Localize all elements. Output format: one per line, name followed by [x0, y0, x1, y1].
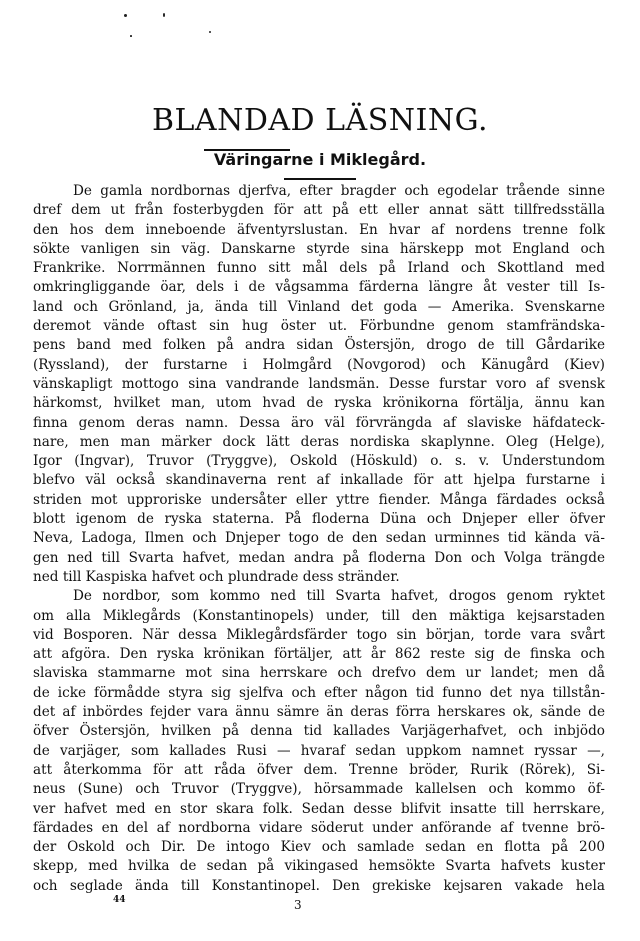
text-line: skepp, med hvilka de sedan på vikingased hemsökte Svarta hafvets kuster [33, 858, 605, 875]
text-line: Frankrike. Norrmännen funno sitt mål dels på Irland och Skottland med [33, 260, 605, 277]
text-line: sökte vanligen sin väg. Danskarne styrde sina härskepp mot England och [33, 240, 605, 257]
signature-mark: 44 [113, 895, 126, 905]
text-line: striden mot upproriske undersåter eller yttre fiender. Många färdades också [33, 491, 605, 508]
text-line: Neva, Ladoga, Ilmen och Dnjeper togo de den sedan urminnes tid kända vä- [33, 530, 605, 547]
text-line: den hos dem inneboende äfventyrslustan. En hvar af nordens trenne folk [33, 221, 605, 238]
text-line: omkringliggande öar, dels i de vågsamma färderna längre åt vester till Is- [33, 279, 605, 296]
text-line: De nordbor, som kommo ned till Svarta hafvet, drogos genom ryktet [73, 588, 605, 605]
print-speck [130, 35, 132, 37]
text-line: blott igenom de ryska staterna. På floderna Düna och Dnjeper eller öfver [33, 511, 605, 528]
page-title: BLANDAD LÄSNING. [151, 103, 489, 138]
text-line: om alla Miklegårds (Konstantinopels) under, till den mäktiga kejsarstaden [33, 607, 605, 624]
page-number: 3 [294, 898, 302, 912]
text-line: att återkomma för att råda öfver dem. Trenne bröder, Rurik (Rörek), Si- [33, 761, 605, 778]
text-line: ver hafvet med en stor skara folk. Sedan desse blifvit insatte till herrskare, [33, 800, 605, 817]
text-line: blefvo väl också skandinaverna rent af inkallade för att hjelpa furstarne i [33, 472, 605, 489]
body-text [33, 182, 605, 896]
text-line: pens band med folken på andra sidan Östersjön, drogo de till Gårdarike [33, 337, 605, 354]
print-speck [124, 14, 127, 17]
text-line: (Ryssland), der furstarne i Holmgård (Novgorod) och Känugård (Kiev) [33, 356, 605, 373]
text-line: de icke förmådde styra sig sjelfva och efter någon tid funno det nya tillstån- [33, 684, 605, 701]
text-line: de varjäger, som kallades Rusi — hvaraf sedan uppkom namnet ryssar —, [33, 742, 605, 759]
text-line: dref dem ut från fosterbygden för att på ett eller annat sätt tillfredsställa [33, 202, 605, 219]
text-line: ned till Kaspiska hafvet och plundrade dess stränder. [33, 568, 400, 585]
text-line: öfver Östersjön, hvilken på denna tid kallades Varjägerhafvet, och inbjödo [33, 723, 605, 740]
section-divider [284, 178, 356, 180]
print-speck [163, 13, 165, 17]
text-line: Igor (Ingvar), Truvor (Tryggve), Oskold (Höskuld) o. s. v. Understundom [33, 453, 605, 470]
text-line: härkomst, hvilket man, utom hvad de ryska krönikorna förtälja, ännu kan [33, 395, 605, 412]
text-line: att afgöra. Den ryska krönikan förtäljer, att år 862 reste sig de finska och [33, 646, 605, 663]
section-title: Väringarne i Miklegård. [213, 150, 427, 169]
print-speck [209, 31, 211, 33]
text-line: gen ned till Svarta hafvet, medan andra på floderna Don och Volga trängde [33, 549, 605, 566]
text-line: nare, men man märker dock lätt deras nordiska skaplynne. Oleg (Helge), [33, 433, 605, 450]
text-line: färdades en del af nordborna vidare söderut under anförande af tvenne brö- [33, 819, 605, 836]
text-line: vänskapligt mottogo sina vandrande landsmän. Desse furstar voro af svensk [33, 375, 605, 392]
text-line: finna genom deras namn. Dessa äro väl förvrängda af slaviske häfdateck- [33, 414, 605, 431]
text-line: land och Grönland, ja, ända till Vinland det goda — Amerika. Svenskarne [33, 298, 605, 315]
text-line: neus (Sune) och Truvor (Tryggve), hörsammade kallelsen och kommo öf- [33, 781, 605, 798]
text-line: det af inbördes fejder vara ännu sämre än deras förra herskares ok, sände de [33, 704, 605, 721]
text-line: der Oskold och Dir. De intogo Kiev och samlade sedan en flotta på 200 [33, 839, 605, 856]
text-line: och seglade ända till Konstantinopel. Den grekiske kejsaren vakade hela [33, 877, 605, 894]
text-line: vid Bosporen. När dessa Miklegårdsfärder togo sin början, torde vara svårt [33, 626, 605, 643]
text-line: deremot vände oftast sin hug öster ut. Förbundne genom stamfrändska- [33, 318, 605, 335]
text-line: De gamla nordbornas djerfva, efter bragder och egodelar trående sinne [73, 183, 605, 199]
text-line: slaviska stammarne mot sina herrskare och drefvo dem ur landet; men då [33, 665, 605, 682]
